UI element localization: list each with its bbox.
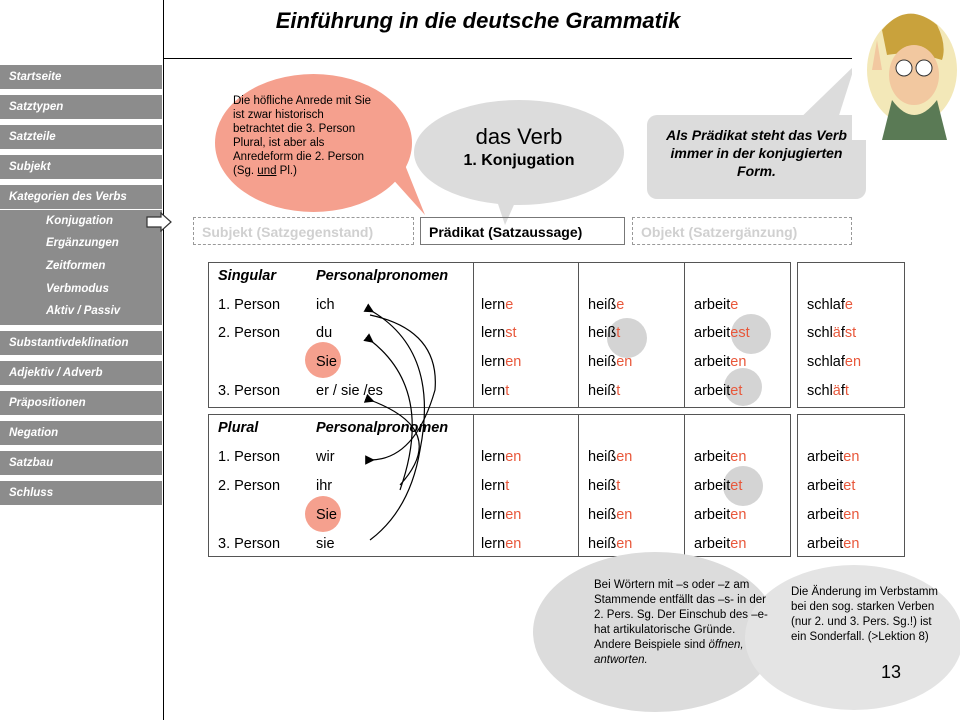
column-divider xyxy=(684,262,685,408)
page-number: 13 xyxy=(881,662,902,682)
pronoun: ihr xyxy=(316,478,333,494)
pronoun: er / sie /es xyxy=(316,383,383,399)
verb-form: arbeitest xyxy=(694,325,750,341)
verb-form: schlafe xyxy=(807,297,853,313)
column-divider xyxy=(473,262,474,408)
nav-praepositionen[interactable]: Präpositionen xyxy=(0,391,162,415)
verb-form: lernst xyxy=(481,325,517,341)
pronoun-sie: Sie xyxy=(316,354,337,370)
pronoun: du xyxy=(316,325,333,341)
verb-form: lernen xyxy=(481,449,522,465)
pronoun-sie: Sie xyxy=(316,507,337,523)
verb-title: das Verb xyxy=(475,124,563,149)
verb-form: arbeiten xyxy=(807,536,860,552)
nav-adjektiv-adverb[interactable]: Adjektiv / Adverb xyxy=(0,361,162,385)
verb-form: lernen xyxy=(481,354,522,370)
verb-form: arbeitet xyxy=(807,478,856,494)
verb-form: heißt xyxy=(588,383,621,399)
person-label: 3. Person xyxy=(218,536,281,552)
page-title: Einführung in die deutsche Grammatik xyxy=(275,8,681,33)
nav-substantivdeklination[interactable]: Substantivdeklination xyxy=(0,331,162,355)
subnav-zeitformen[interactable]: Zeitformen xyxy=(46,260,106,272)
verb-form: arbeiten xyxy=(807,507,860,523)
tab-subjekt[interactable]: Subjekt (Satzgegenstand) xyxy=(193,217,414,245)
subnav-konjugation[interactable]: Konjugation xyxy=(46,215,114,227)
nav-satzteile[interactable]: Satzteile xyxy=(0,125,162,149)
subnav-verbmodus[interactable]: Verbmodus xyxy=(46,283,109,295)
nav-satztypen[interactable]: Satztypen xyxy=(0,95,162,119)
professor-cartoon-icon xyxy=(852,0,960,140)
nav-satzbau[interactable]: Satzbau xyxy=(0,451,162,475)
sidebar-divider xyxy=(163,0,164,720)
column-divider xyxy=(473,414,474,557)
verb-form: schläft xyxy=(807,383,849,399)
pronoun: ich xyxy=(316,297,335,313)
nav-subjekt[interactable]: Subjekt xyxy=(0,155,162,179)
person-label: 3. Person xyxy=(218,383,281,399)
verb-form: lernt xyxy=(481,478,510,494)
nav-schluss[interactable]: Schluss xyxy=(0,481,162,505)
subnav-ergaenzungen[interactable]: Ergänzungen xyxy=(46,237,119,249)
verb-form: heißen xyxy=(588,354,633,370)
person-label: 2. Person xyxy=(218,478,281,494)
honorific-note-text: Die höfliche Anrede mit Sie ist zwar historisch betrachtet die 3. Person Plural, ist aber als Anredeform die 2. Person (Sg. und Pl.) xyxy=(233,95,372,177)
arrow-right-icon xyxy=(145,212,173,232)
verb-form: lernen xyxy=(481,536,522,552)
pronoun-arrows xyxy=(340,290,460,560)
subnav-aktiv-passiv[interactable]: Aktiv / Passiv xyxy=(46,305,121,317)
nav-kategorien-des-verbs[interactable]: Kategorien des Verbs xyxy=(0,185,162,209)
verb-form: heiße xyxy=(588,297,625,313)
verb-subtitle: 1. Konjugation xyxy=(463,152,575,169)
column-divider xyxy=(578,262,579,408)
pronoun: sie xyxy=(316,536,335,552)
header-divider xyxy=(163,58,853,59)
tab-objekt[interactable]: Objekt (Satzergänzung) xyxy=(632,217,852,245)
verb-form: lernt xyxy=(481,383,510,399)
verb-form: arbeitet xyxy=(694,478,743,494)
nav-startseite[interactable]: Startseite xyxy=(0,65,162,89)
verb-form: arbeitet xyxy=(694,383,743,399)
nav-negation[interactable]: Negation xyxy=(0,421,162,445)
verb-form: heißen xyxy=(588,507,633,523)
strong-verb-note-text: Die Änderung im Verbstamm bei den sog. starken Verben (nur 2. und 3. Pers. Sg.!) ist ein Sonderfall. (>Lektion 8) xyxy=(791,586,939,643)
person-label: 2. Person xyxy=(218,325,281,341)
predicate-note-text: Als Prädikat steht das Verb immer in der konjugierten Form. xyxy=(666,127,847,179)
person-label: 1. Person xyxy=(218,297,281,313)
verb-form: arbeiten xyxy=(807,449,860,465)
singular-header: Singular xyxy=(218,268,277,284)
verb-form: heißt xyxy=(588,478,621,494)
verb-form: heißen xyxy=(588,536,633,552)
verb-form: arbeiten xyxy=(694,507,747,523)
verb-form: lerne xyxy=(481,297,514,313)
verb-form: schlafen xyxy=(807,354,862,370)
pronoun: wir xyxy=(316,449,335,465)
column-divider xyxy=(684,414,685,557)
verb-form: arbeiten xyxy=(694,354,747,370)
verb-form: heißen xyxy=(588,449,633,465)
verb-form: heißt xyxy=(588,325,621,341)
pronoun-header: Personalpronomen xyxy=(316,420,449,436)
column-divider xyxy=(578,414,579,557)
verb-form: lernen xyxy=(481,507,522,523)
plural-header: Plural xyxy=(218,420,259,436)
pronoun-header: Personalpronomen xyxy=(316,268,449,284)
verb-form: arbeiten xyxy=(694,449,747,465)
verb-form: schläfst xyxy=(807,325,857,341)
person-label: 1. Person xyxy=(218,449,281,465)
tab-praedikat[interactable]: Prädikat (Satzaussage) xyxy=(420,217,625,245)
s-z-note-text: Bei Wörtern mit –s oder –z am Stammende entfällt das –s- in der 2. Pers. Sg. Der Einschub des –e- hat artikulatorische Gründe. Andere Beispiele sind öffnen, antworten. xyxy=(594,579,768,666)
verb-form: arbeite xyxy=(694,297,739,313)
verb-form: arbeiten xyxy=(694,536,747,552)
